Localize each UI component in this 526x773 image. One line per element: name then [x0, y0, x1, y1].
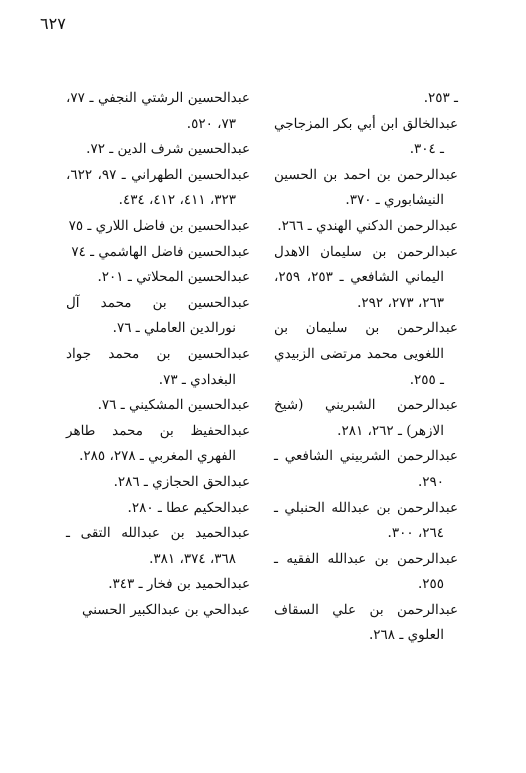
- index-entry: عبدالخالق ابن أبي بكر المزجاجي ـ ٣٠٤.: [274, 115, 458, 158]
- index-entry: عبدالحسين الطهراني ـ ٩٧، ٦٢٢، ٣٢٣، ٤١١، ٤١٢، ٤٣٤.: [66, 166, 250, 209]
- index-entry: عبدالرحمن بن سليمان الاهدل اليماني الشافعي ـ ٢٥٣، ٢٥٩، ٢٦٣، ٢٧٣، ٢٩٢.: [274, 243, 458, 311]
- index-entry: عبدالحكيم عطا ـ ٢٨٠.: [127, 499, 250, 516]
- index-entry: عبدالحسين بن فاضل اللاري ـ ٧٥: [68, 217, 250, 234]
- index-entry: عبدالحي بن عبدالكبير الحسني: [81, 601, 250, 618]
- index-entry: عبدالحميد بن فخار ـ ٣٤٣.: [108, 576, 250, 593]
- index-entry-continuation: ـ ٢٥٣.: [423, 90, 458, 106]
- index-column-left: [274, 86, 458, 649]
- index-entry: عبدالحفيظ بن محمد طاهر الفهري المغربي ـ ٢٧٨، ٢٨٥.: [66, 422, 250, 465]
- index-entry: عبدالحسين المشكيني ـ ٧٦.: [97, 397, 250, 414]
- index-columns: [66, 86, 458, 649]
- page-number: ٦٢٧: [40, 14, 66, 33]
- index-entry: عبدالرحمن الشبريني (شيخ الازهر) ـ ٢٦٢، ٢٨١.: [274, 397, 458, 439]
- index-entry: عبدالرحمن بن علي السقاف العلوي ـ ٢٦٨.: [274, 601, 458, 644]
- index-entry: عبدالحسين المحلاتي ـ ٢٠١.: [97, 269, 250, 286]
- index-entry: عبدالرحمن بن احمد بن الحسين النيشابوري ـ ٣٧٠.: [274, 166, 458, 209]
- index-entry: عبدالحسين بن محمد آل نورالدين العاملي ـ ٧٦.: [66, 294, 250, 337]
- index-entry: عبدالرحمن بن سليمان بن اللغويى محمد مرتضى الزبيدي ـ ٢٥٥.: [274, 320, 458, 388]
- index-entry: عبدالرحمن بن عبدالله الفقيه ـ ٢٥٥.: [274, 550, 458, 593]
- index-column-right: [66, 86, 250, 649]
- index-entry: عبدالحسين بن محمد جواد البغدادي ـ ٧٣.: [66, 345, 250, 388]
- index-entry: عبدالحميد بن عبدالله التقى ـ ٣٦٨، ٣٧٤، ٣٨١.: [66, 525, 250, 567]
- index-entry: عبدالرحمن بن عبدالله الحنبلي ـ ٢٦٤، ٣٠٠.: [274, 499, 458, 542]
- index-entry: عبدالحسين شرف الدين ـ ٧٢.: [86, 141, 250, 158]
- index-entry: عبدالرحمن الدكني الهندي ـ ٢٦٦.: [277, 217, 458, 234]
- index-entry: عبدالحسين الرشتي النجفي ـ ٧٧، ٧٣، ٥٢٠.: [66, 90, 250, 132]
- index-entry: عبدالحسين فاضل الهاشمي ـ ٧٤: [71, 243, 250, 260]
- index-entry: عبدالحق الحجازي ـ ٢٨٦.: [113, 473, 250, 490]
- index-entry: عبدالرحمن الشربيني الشافعي ـ ٢٩٠.: [274, 448, 458, 490]
